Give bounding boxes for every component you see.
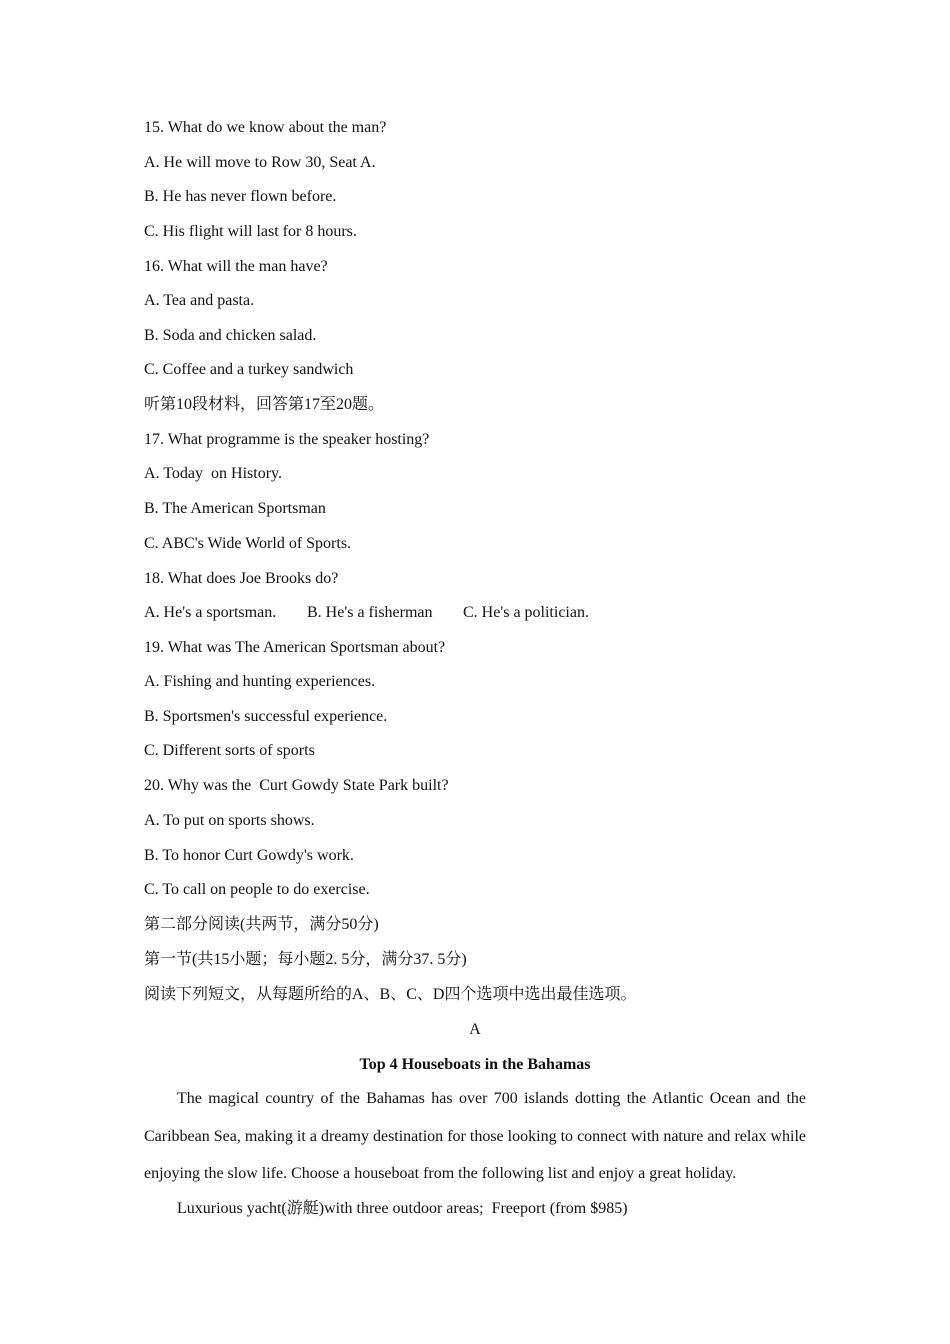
- question-18: 18. What does Joe Brooks do?: [144, 570, 339, 587]
- question-17-option-c: C. ABC's Wide World of Sports.: [144, 535, 352, 552]
- question-16-option-c: C. Coffee and a turkey sandwich: [144, 361, 354, 378]
- question-17-option-a: A. Today on History.: [144, 465, 282, 482]
- passage-paragraph: The magical country of the Bahamas has over 700 islands dotting the Atlantic Ocean and the Caribbean Sea, making it a dreamy destination for those looking to connect with nature and relax while enjoying the slow life. Choose a houseboat from the following list and enjoy a great holiday.: [144, 1090, 806, 1182]
- question-17-option-b: B. The American Sportsman: [144, 500, 326, 517]
- question-20-option-b: B. To honor Curt Gowdy's work.: [144, 847, 354, 864]
- instruction-material-10: 听第10段材料，回答第17至20题。: [144, 396, 385, 413]
- question-17: 17. What programme is the speaker hosting?: [144, 431, 430, 448]
- question-18-option-a: A. He's a sportsman.: [144, 604, 277, 621]
- question-16-option-a: A. Tea and pasta.: [144, 292, 255, 309]
- question-19-option-c: C. Different sorts of sports: [144, 742, 315, 759]
- question-18-option-b: B. He's a fisherman: [307, 604, 433, 621]
- question-16-option-b: B. Soda and chicken salad.: [144, 327, 317, 344]
- question-15: 15. What do we know about the man?: [144, 119, 387, 136]
- section-one-heading: 第一节(共15小题；每小题2. 5分，满分37. 5分): [144, 951, 467, 968]
- reading-instruction: 阅读下列短文，从每题所给的A、B、C、D四个选项中选出最佳选项。: [144, 986, 637, 1003]
- question-20-option-c: C. To call on people to do exercise.: [144, 881, 370, 898]
- question-16: 16. What will the man have?: [144, 258, 328, 275]
- question-15-option-c: C. His flight will last for 8 hours.: [144, 223, 357, 240]
- question-18-option-c: C. He's a politician.: [463, 604, 589, 621]
- part-two-heading: 第二部分阅读(共两节，满分50分): [144, 916, 379, 933]
- question-15-option-a: A. He will move to Row 30, Seat A.: [144, 154, 376, 171]
- houseboat-item-1: Luxurious yacht(游艇)with three outdoor areas; Freeport (from $985): [177, 1200, 628, 1217]
- question-15-option-b: B. He has never flown before.: [144, 188, 337, 205]
- passage-title: Top 4 Houseboats in the Bahamas: [359, 1056, 591, 1073]
- question-20-option-a: A. To put on sports shows.: [144, 812, 315, 829]
- question-19-option-b: B. Sportsmen's successful experience.: [144, 708, 388, 725]
- question-19: 19. What was The American Sportsman about?: [144, 639, 446, 656]
- question-20: 20. Why was the Curt Gowdy State Park built?: [144, 777, 449, 794]
- passage-label: A: [469, 1021, 481, 1038]
- question-19-option-a: A. Fishing and hunting experiences.: [144, 673, 376, 690]
